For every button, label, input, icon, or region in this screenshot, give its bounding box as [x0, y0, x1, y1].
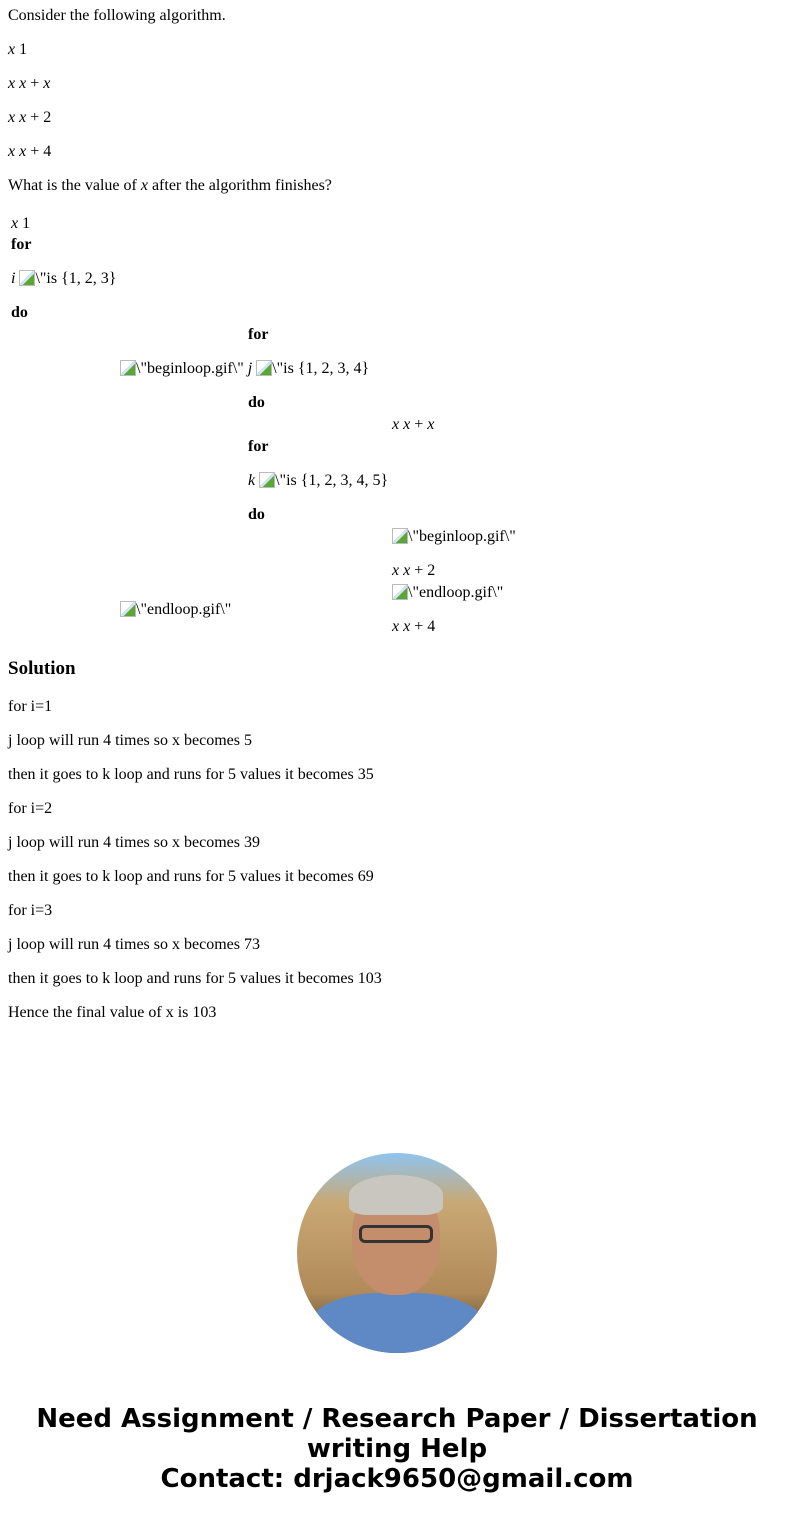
broken-image-icon: [392, 528, 408, 544]
j-range: \"beginloop.gif\" j \"is {1, 2, 3, 4}: [120, 360, 369, 378]
do-keyword: do: [248, 506, 265, 523]
endloop-image: \"endloop.gif\": [120, 601, 231, 619]
footer-line-1: Need Assignment / Research Paper / Dissertation: [36, 1404, 758, 1434]
step-3: x x + 2: [8, 109, 52, 126]
add-four-step: x x + 4: [392, 618, 436, 635]
broken-image-icon: [259, 472, 275, 488]
for-keyword: for: [248, 438, 269, 455]
intro-text: Consider the following algorithm.: [8, 7, 226, 24]
solution-line: Hence the final value of x is 103: [8, 1004, 217, 1021]
for-keyword: for: [248, 326, 269, 343]
add-two-step: x x + 2: [392, 562, 436, 579]
for-keyword: for: [11, 236, 32, 253]
k-range: k \"is {1, 2, 3, 4, 5}: [248, 472, 389, 489]
broken-image-icon: [120, 360, 136, 376]
step-2: x x + x: [8, 75, 51, 92]
solution-line: then it goes to k loop and runs for 5 values it becomes 69: [8, 868, 374, 885]
solution-line: j loop will run 4 times so x becomes 5: [8, 732, 252, 749]
do-keyword: do: [11, 304, 28, 321]
author-photo: [297, 1153, 497, 1353]
algo-init: x 1: [11, 215, 31, 232]
i-range: i \"is {1, 2, 3}: [11, 270, 117, 287]
solution-line: for i=2: [8, 800, 53, 817]
question: What is the value of x after the algorithm finishes?: [8, 177, 332, 194]
broken-image-icon: [256, 360, 272, 376]
broken-image-icon: [392, 584, 408, 600]
solution-line: then it goes to k loop and runs for 5 values it becomes 103: [8, 970, 382, 987]
solution-line: for i=3: [8, 902, 53, 919]
endloop-image: \"endloop.gif\": [392, 584, 503, 602]
double-step: x x + x: [392, 416, 435, 433]
broken-image-icon: [19, 270, 35, 286]
step-4: x x + 4: [8, 143, 52, 160]
solution-line: j loop will run 4 times so x becomes 73: [8, 936, 260, 953]
step-1: x 1: [8, 41, 28, 58]
solution-line: then it goes to k loop and runs for 5 values it becomes 35: [8, 766, 374, 783]
footer-contact: Contact: drjack9650@gmail.com: [160, 1464, 634, 1494]
do-keyword: do: [248, 394, 265, 411]
solution-line: j loop will run 4 times so x becomes 39: [8, 834, 260, 851]
solution-heading: Solution: [8, 658, 76, 679]
footer-line-2: writing Help: [306, 1434, 488, 1464]
beginloop-image: \"beginloop.gif\": [392, 528, 516, 546]
solution-line: for i=1: [8, 698, 53, 715]
broken-image-icon: [120, 601, 136, 617]
